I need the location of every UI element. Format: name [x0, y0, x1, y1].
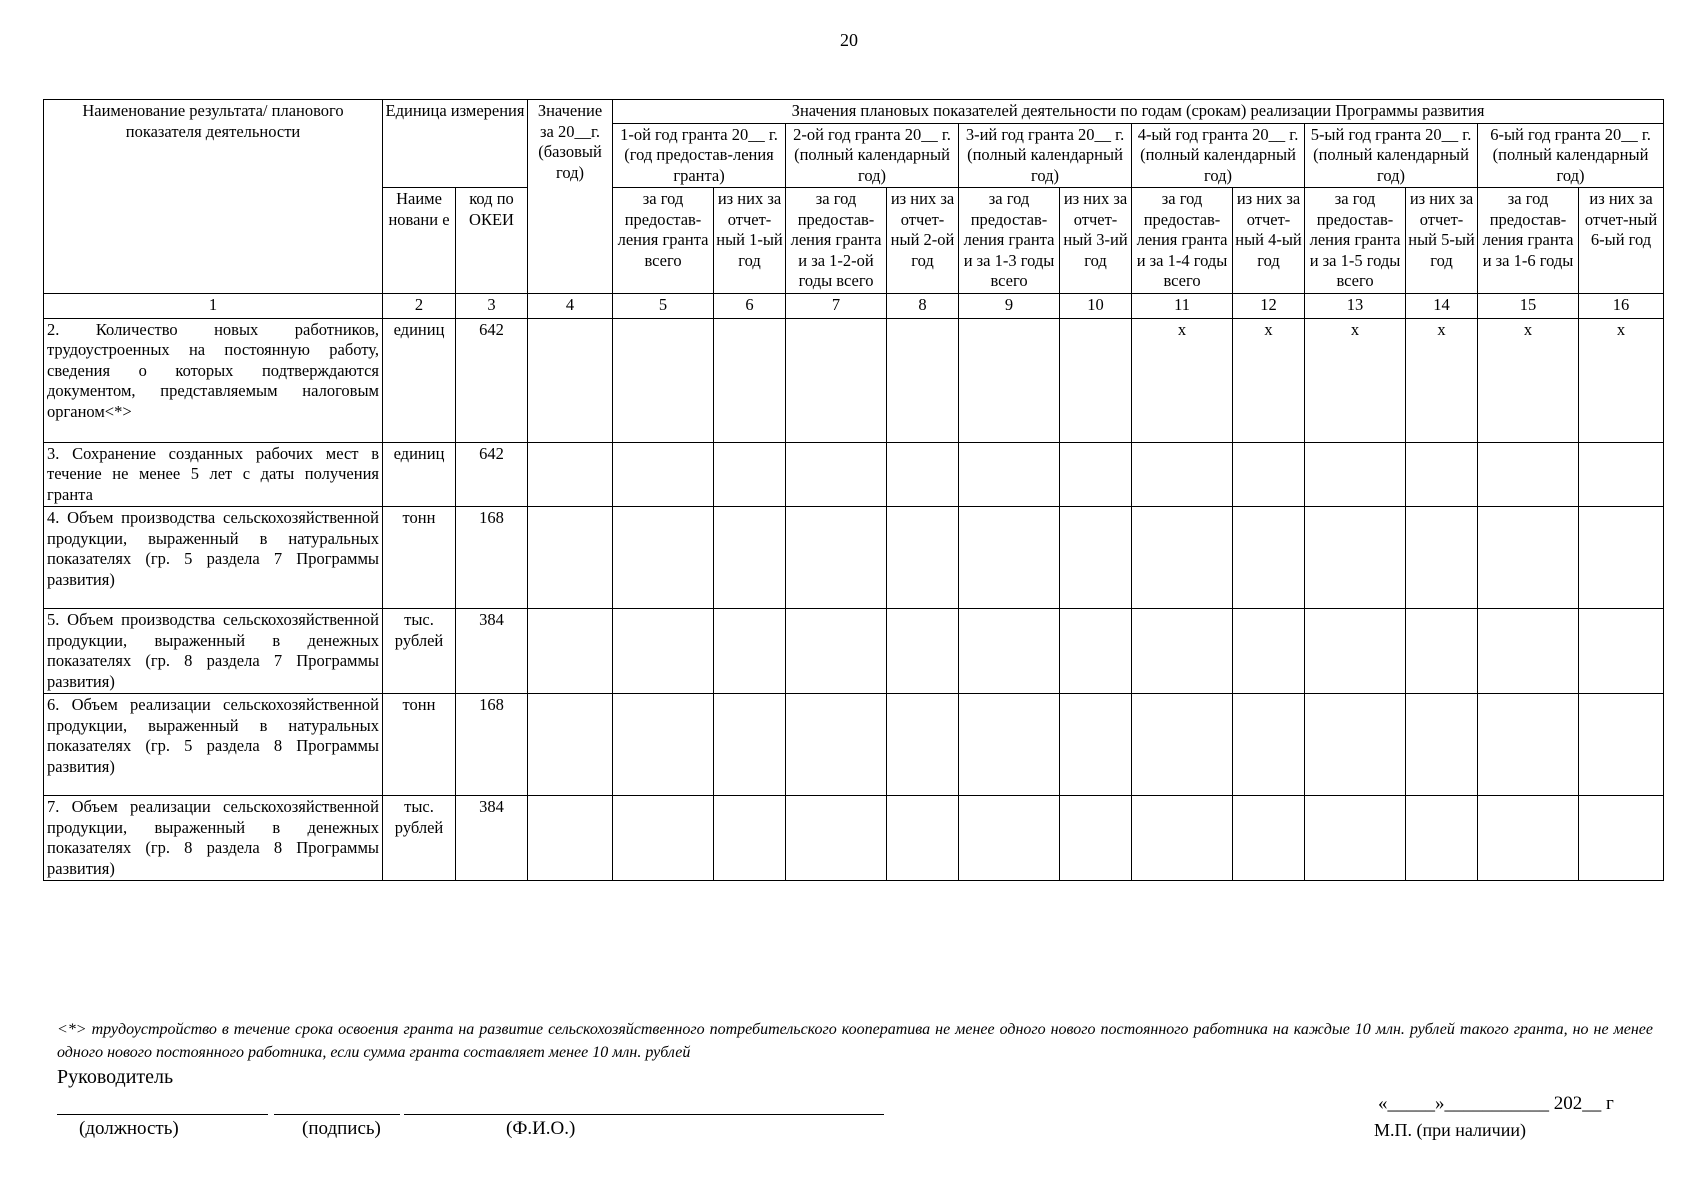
value-cell	[959, 796, 1060, 881]
value-cell	[1406, 796, 1478, 881]
value-cell	[1478, 442, 1579, 507]
table-row	[44, 442, 1664, 507]
value-cell	[528, 442, 613, 507]
value-cell	[613, 694, 714, 796]
value-cell	[786, 609, 887, 694]
table-row	[44, 507, 1664, 609]
value-cell	[1478, 694, 1579, 796]
value-cell	[1305, 442, 1406, 507]
position-label: (должность)	[79, 1118, 179, 1139]
value-cell	[528, 609, 613, 694]
value-cell	[1060, 318, 1132, 442]
year-reported-header: из них за отчет-ный 4-ый год	[1233, 188, 1305, 294]
value-cell	[959, 609, 1060, 694]
page-number: 20	[840, 30, 858, 50]
value-cell	[1579, 507, 1664, 609]
value-cell	[786, 507, 887, 609]
column-numbers-row	[44, 293, 1664, 318]
value-cell	[1060, 609, 1132, 694]
signature-label: (подпись)	[302, 1118, 381, 1139]
value-cell	[528, 694, 613, 796]
unit-name: тонн	[383, 507, 456, 609]
table-row	[44, 609, 1664, 694]
unit-name: единиц	[383, 442, 456, 507]
year-header: 1-ой год гранта 20__ г. (год предостав-ления гранта)	[613, 123, 786, 188]
okei-code: 168	[456, 507, 528, 609]
table-row	[44, 796, 1664, 881]
value-cell	[613, 442, 714, 507]
year-header: 5-ый год гранта 20__ г. (полный календарный год)	[1305, 123, 1478, 188]
value-cell	[786, 796, 887, 881]
year-total-header: за год предостав-ления гранта и за 1-6 годы	[1478, 188, 1579, 294]
column-number: 3	[456, 293, 528, 318]
header-unit-name: Наиме новани е	[383, 188, 456, 294]
value-cell	[887, 507, 959, 609]
value-cell	[959, 318, 1060, 442]
header-unit-code: код по ОКЕИ	[456, 188, 528, 294]
okei-code: 642	[456, 442, 528, 507]
header-name: Наименование результата/ планового показателя деятельности	[44, 100, 383, 294]
year-header: 3-ий год гранта 20__ г. (полный календарный год)	[959, 123, 1132, 188]
stamp-label: М.П. (при наличии)	[1374, 1120, 1526, 1140]
not-applicable-mark: х	[1233, 318, 1305, 442]
okei-code: 168	[456, 694, 528, 796]
year-header: 2-ой год гранта 20__ г. (полный календарный год)	[786, 123, 959, 188]
value-cell	[714, 507, 786, 609]
value-cell	[1060, 796, 1132, 881]
value-cell	[1406, 442, 1478, 507]
value-cell	[1233, 796, 1305, 881]
value-cell	[887, 318, 959, 442]
indicator-name: 5. Объем производства сельскохозяйственной продукции, выраженный в денежных показателях (гр. 8 раздела 7 Программы развития)	[44, 609, 383, 694]
table-row	[44, 318, 1664, 442]
value-cell	[613, 796, 714, 881]
value-cell	[887, 442, 959, 507]
signature-line	[274, 1114, 400, 1115]
value-cell	[613, 507, 714, 609]
unit-name: тыс. рублей	[383, 609, 456, 694]
date-field: «_____»___________ 202__ г	[1378, 1093, 1614, 1114]
column-number: 6	[714, 293, 786, 318]
year-total-header: за год предостав-ления гранта и за 1-2-ой годы всего	[786, 188, 887, 294]
value-cell	[1305, 694, 1406, 796]
unit-name: единиц	[383, 318, 456, 442]
year-reported-header: из них за отчет-ный 2-ой год	[887, 188, 959, 294]
value-cell	[1060, 442, 1132, 507]
year-header: 6-ый год гранта 20__ г. (полный календарный год)	[1478, 123, 1664, 188]
value-cell	[959, 507, 1060, 609]
value-cell	[1132, 609, 1233, 694]
indicator-name: 3. Сохранение созданных рабочих мест в течение не менее 5 лет с даты получения гранта	[44, 442, 383, 507]
year-reported-header: из них за отчет-ный 6-ый год	[1579, 188, 1664, 294]
value-cell	[1579, 442, 1664, 507]
year-reported-header: из них за отчет-ный 5-ый год	[1406, 188, 1478, 294]
value-cell	[1132, 796, 1233, 881]
value-cell	[1406, 507, 1478, 609]
not-applicable-mark: х	[1406, 318, 1478, 442]
value-cell	[528, 318, 613, 442]
column-number: 11	[1132, 293, 1233, 318]
year-total-header: за год предостав-ления гранта и за 1-4 годы всего	[1132, 188, 1233, 294]
value-cell	[959, 694, 1060, 796]
not-applicable-mark: х	[1579, 318, 1664, 442]
header-row-1	[44, 100, 1664, 124]
column-number: 16	[1579, 293, 1664, 318]
value-cell	[613, 318, 714, 442]
okei-code: 384	[456, 609, 528, 694]
year-reported-header: из них за отчет-ный 3-ий год	[1060, 188, 1132, 294]
value-cell	[1060, 507, 1132, 609]
indicators-table	[43, 99, 1664, 881]
value-cell	[1233, 442, 1305, 507]
indicator-name: 7. Объем реализации сельскохозяйственной продукции, выраженный в денежных показателях (гр. 8 раздела 8 Программы развития)	[44, 796, 383, 881]
column-number: 12	[1233, 293, 1305, 318]
value-cell	[1305, 796, 1406, 881]
value-cell	[1406, 609, 1478, 694]
year-header: 4-ый год гранта 20__ г. (полный календарный год)	[1132, 123, 1305, 188]
value-cell	[714, 609, 786, 694]
year-reported-header: из них за отчет-ный 1-ый год	[714, 188, 786, 294]
year-total-header: за год предостав-ления гранта всего	[613, 188, 714, 294]
value-cell	[786, 318, 887, 442]
indicator-name: 2. Количество новых работников, трудоустроенных на постоянную работу, сведения о которых подтверждаются документом, представляемым налоговым органом<*>	[44, 318, 383, 442]
value-cell	[1132, 694, 1233, 796]
header-years-title: Значения плановых показателей деятельности по годам (срокам) реализации Программы развития	[613, 100, 1664, 124]
value-cell	[1579, 796, 1664, 881]
column-number: 14	[1406, 293, 1478, 318]
column-number: 15	[1478, 293, 1579, 318]
value-cell	[528, 796, 613, 881]
not-applicable-mark: х	[1132, 318, 1233, 442]
header-unit: Единица измерения	[383, 100, 528, 188]
not-applicable-mark: х	[1478, 318, 1579, 442]
column-number: 9	[959, 293, 1060, 318]
value-cell	[1579, 609, 1664, 694]
value-cell	[613, 609, 714, 694]
header-base-value: Значение за 20__г. (базовый год)	[528, 100, 613, 294]
unit-name: тыс. рублей	[383, 796, 456, 881]
value-cell	[714, 796, 786, 881]
column-number: 8	[887, 293, 959, 318]
fio-line	[404, 1114, 884, 1115]
indicator-name: 4. Объем производства сельскохозяйственной продукции, выраженный в натуральных показателях (гр. 5 раздела 7 Программы развития)	[44, 507, 383, 609]
fio-label: (Ф.И.О.)	[506, 1118, 576, 1139]
table-row	[44, 694, 1664, 796]
value-cell	[714, 442, 786, 507]
value-cell	[1305, 507, 1406, 609]
value-cell	[714, 694, 786, 796]
value-cell	[1132, 442, 1233, 507]
column-number: 2	[383, 293, 456, 318]
value-cell	[1478, 507, 1579, 609]
column-number: 5	[613, 293, 714, 318]
unit-name: тонн	[383, 694, 456, 796]
value-cell	[1233, 609, 1305, 694]
value-cell	[887, 796, 959, 881]
value-cell	[887, 694, 959, 796]
position-line	[57, 1114, 268, 1115]
value-cell	[1406, 694, 1478, 796]
value-cell	[1060, 694, 1132, 796]
okei-code: 642	[456, 318, 528, 442]
manager-label: Руководитель	[57, 1066, 174, 1088]
value-cell	[786, 694, 887, 796]
footnote: <*> трудоустройство в течение срока освоения гранта на развитие сельскохозяйственного потребительского кооператива не менее одного нового постоянного работника на каждые 10 млн. рублей такого гранта, но не менее одного нового постоянного работника, если сумма гранта составляет менее 10 млн. рублей	[57, 1021, 1653, 1061]
value-cell	[1305, 609, 1406, 694]
value-cell	[1478, 796, 1579, 881]
column-number: 7	[786, 293, 887, 318]
value-cell	[887, 609, 959, 694]
value-cell	[786, 442, 887, 507]
column-number: 10	[1060, 293, 1132, 318]
value-cell	[1233, 694, 1305, 796]
year-total-header: за год предостав-ления гранта и за 1-5 годы всего	[1305, 188, 1406, 294]
indicator-name: 6. Объем реализации сельскохозяйственной продукции, выраженный в натуральных показателях (гр. 5 раздела 8 Программы развития)	[44, 694, 383, 796]
value-cell	[528, 507, 613, 609]
value-cell	[1233, 507, 1305, 609]
value-cell	[714, 318, 786, 442]
value-cell	[959, 442, 1060, 507]
column-number: 13	[1305, 293, 1406, 318]
value-cell	[1478, 609, 1579, 694]
value-cell	[1132, 507, 1233, 609]
column-number: 1	[44, 293, 383, 318]
value-cell	[1579, 694, 1664, 796]
not-applicable-mark: х	[1305, 318, 1406, 442]
okei-code: 384	[456, 796, 528, 881]
year-total-header: за год предостав-ления гранта и за 1-3 годы всего	[959, 188, 1060, 294]
column-number: 4	[528, 293, 613, 318]
